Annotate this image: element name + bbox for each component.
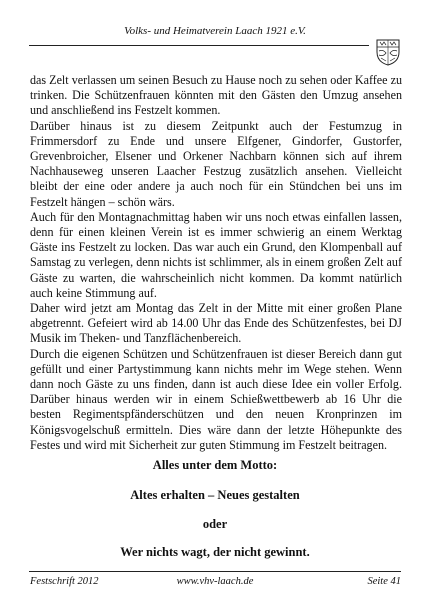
header-rule (29, 45, 369, 46)
coat-of-arms-icon (373, 37, 403, 67)
paragraph-5: Durch die eigenen Schützen und Schützenfrauen ist dieser Bereich dann gut gefüllt und einer Partystimmung kann nichts mehr im Wege stehen. Wenn dann noch Gäste zu uns finden, dann ist auch diese Idee ein voller Erfolg. Darüber hinaus werden wir in einem Schießwettbewerb ab 16 Uhr die besten Regimentspfänderschützen und den neuen Kronprinzen im Königsvogelschuß ermitteln. Dies wäre dann der letzte Höhepunkte des Festes und wird mit Sicherheit zur guten Stimmung im Festzelt beitragen. (30, 346, 402, 452)
footer-publication: Festschrift 2012 (30, 576, 99, 587)
footer-page-number: Seite 41 (367, 576, 401, 587)
motto-line-1: Altes erhalten – Neues gestalten (130, 488, 300, 502)
paragraph-1: das Zelt verlassen um seinen Besuch zu Hause noch zu sehen oder Kaffee zu trinken. Die Schützenfrauen könnten mit den Gästen den Umzug ansehen und anschließend ins Festzelt kommen. (30, 73, 402, 118)
footer-rule (29, 571, 401, 572)
motto-intro: Alles unter dem Motto: (152, 458, 278, 472)
motto-or: oder (202, 517, 228, 531)
paragraph-4: Daher wird jetzt am Montag das Zelt in der Mitte mit einer großen Plane abgetrennt. Gefeiert wird ab 14.00 Uhr das Ende des Schützenfestes, bei DJ Musik im Theken- und Tanzflächenbereich. (30, 301, 402, 346)
body-text (30, 73, 402, 453)
motto-line-2: Wer nichts wagt, der nicht gewinnt. (120, 545, 310, 559)
paragraph-3: Auch für den Montagnachmittag haben wir uns noch etwas einfallen lassen, denn für einen kleinen Verein ist es immer schwierig an einem Werktag Gäste ins Festzelt zu locken. Das war auch ein Grund, den Klompenball auf Samstag zu verlegen, denn nichts ist schlimmer, als in einem großen Zelt auf Gäste zu warten, die wahrscheinlich nicht kommen. Da kommt natürlich auch keine Stimmung auf. (30, 209, 402, 300)
paragraph-2: Darüber hinaus ist zu diesem Zeitpunkt auch der Festumzug in Frimmersdorf zu Ende und unsere Elfgener, Gindorfer, Gustorfer, Grevenbroicher, Elsener und Orkener Nachbarn können sich auf ihrem Nachhauseweg unseren Laacher Festzug zusätzlich ansehen. Vielleicht bleibt der eine oder andere ja auch noch für ein Stündchen bei uns im Festzelt hängen – schön wärs. (30, 118, 402, 209)
header-title: Volks- und Heimatverein Laach 1921 e.V. (124, 25, 306, 37)
footer-website: www.vhv-laach.de (176, 576, 254, 587)
